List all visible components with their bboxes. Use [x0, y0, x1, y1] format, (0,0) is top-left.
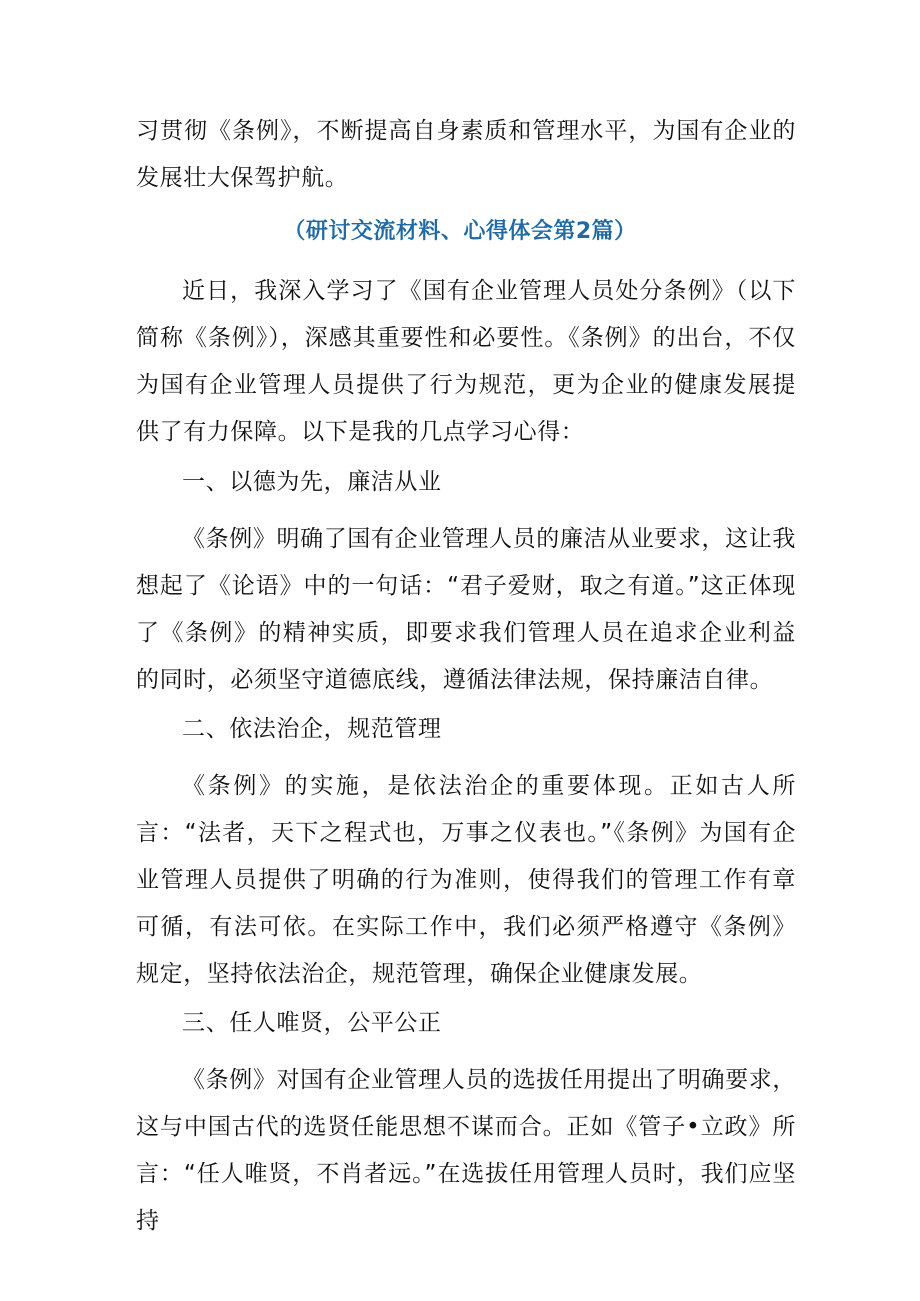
section-1-body-block [136, 516, 796, 704]
section-heading: 三、任人唯贤，公平公正 [182, 1010, 442, 1036]
intro-paragraph: 近日，我深入学习了《国有企业管理人员处分条例》（以下简称《条例》），深感其重要性和必要性。《条例》的出台，不仅为国有企业管理人员提供了行为规范，更为企业的健康发展提供了有力保障。以下是我的几点学习心得： [136, 278, 796, 445]
section-2 [136, 706, 796, 753]
intro-block [136, 268, 796, 456]
continuation-paragraph: 习贯彻《条例》，不断提高自身素质和管理水平，为国有企业的发展壮大保驾护航。 [136, 118, 796, 191]
section-2-body-block [136, 763, 796, 998]
section-body: 《条例》明确了国有企业管理人员的廉洁从业要求，这让我想起了《论语》中的一句话：“君子爱财，取之有道。”这正体现了《条例》的精神实质，即要求我们管理人员在追求企业利益的同时，必须坚守道德底线，遵循法律法规，保持廉洁自律。 [136, 526, 796, 693]
section-title: （研讨交流材料、心得体会第2篇） [283, 219, 637, 244]
section-body: 《条例》对国有企业管理人员的选拔任用提出了明确要求，这与中国古代的选贤任能思想不谋而合。正如《管子•立政》所言：“任人唯贤，不肖者远。”在选拔任用管理人员时，我们应坚持 [136, 1067, 796, 1234]
section-heading: 一、以德为先，廉洁从业 [182, 469, 442, 495]
section-3-body-block [136, 1057, 796, 1245]
section-3 [136, 1000, 796, 1047]
section-heading: 二、依法治企，规范管理 [182, 716, 442, 742]
continuation-block [136, 108, 796, 202]
section-1 [136, 459, 796, 506]
section-body: 《条例》的实施，是依法治企的重要体现。正如古人所言：“法者，天下之程式也，万事之仪表也。”《条例》为国有企业管理人员提供了明确的行为准则，使得我们的管理工作有章可循，有法可依。在实际工作中，我们必须严格遵守《条例》规定，坚持依法治企，规范管理，确保企业健康发展。 [136, 773, 796, 987]
